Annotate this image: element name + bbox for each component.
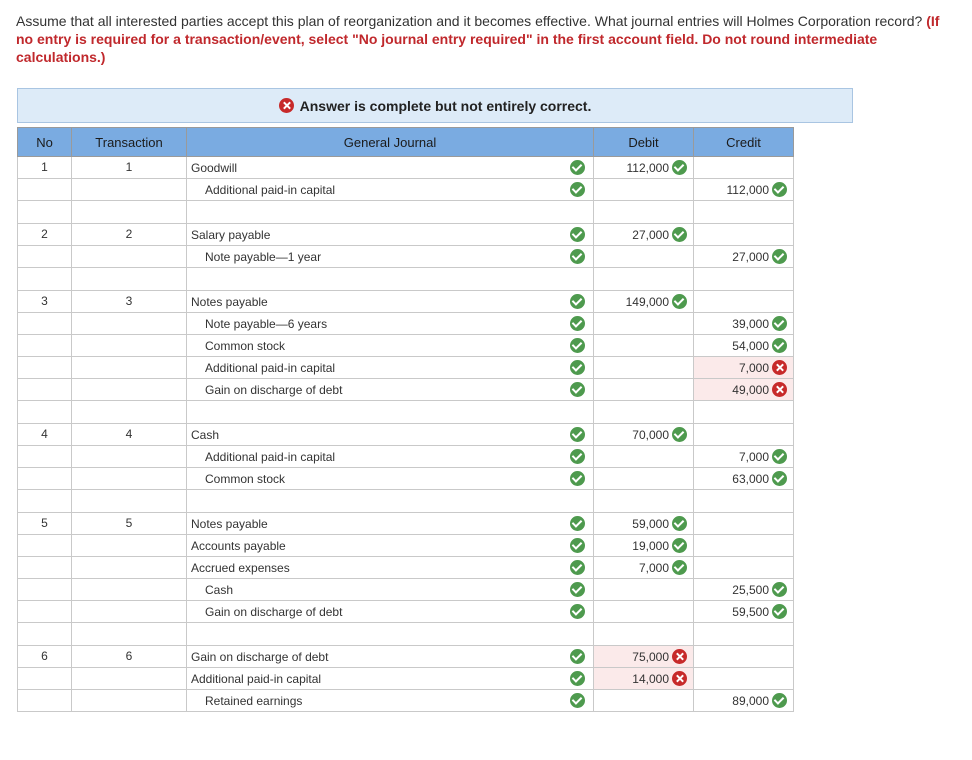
empty-cell <box>18 268 72 291</box>
debit-input[interactable] <box>594 424 694 446</box>
transaction-cell <box>72 335 187 357</box>
question-body: Assume that all interested parties accept this plan of reorganization and it becomes effective. What journal entries will Holmes Corporation record? <box>16 13 927 29</box>
credit-input[interactable] <box>694 224 794 246</box>
empty-cell <box>594 201 694 224</box>
debit-value: 19,000 <box>632 538 669 553</box>
check-circle-icon <box>570 671 585 686</box>
spacer-row <box>18 268 794 291</box>
transaction-cell: 1 <box>72 157 187 179</box>
entry-number-cell <box>18 446 72 468</box>
account-name: Gain on discharge of debt <box>205 382 343 397</box>
spacer-row <box>18 490 794 513</box>
account-name: Common stock <box>205 338 286 353</box>
debit-input[interactable] <box>594 468 694 490</box>
debit-input[interactable] <box>594 557 694 579</box>
check-circle-icon <box>672 227 687 242</box>
credit-input[interactable] <box>694 446 794 468</box>
debit-input[interactable] <box>594 335 694 357</box>
table-row <box>18 335 794 357</box>
account-name: Gain on discharge of debt <box>191 649 329 664</box>
credit-input[interactable] <box>694 646 794 668</box>
credit-input[interactable] <box>694 513 794 535</box>
credit-input[interactable] <box>694 313 794 335</box>
question-text <box>16 12 956 66</box>
account-select[interactable] <box>187 379 594 401</box>
credit-value: 27,000 <box>732 249 769 264</box>
account-name: Salary payable <box>191 227 271 242</box>
account-select[interactable] <box>187 446 594 468</box>
credit-value: 89,000 <box>732 693 769 708</box>
check-circle-icon <box>570 471 585 486</box>
credit-value: 49,000 <box>732 382 769 397</box>
account-name: Additional paid-in capital <box>191 671 322 686</box>
column-header-credit: Credit <box>694 128 794 157</box>
empty-cell <box>594 401 694 424</box>
entry-number-cell <box>18 357 72 379</box>
account-select[interactable] <box>187 357 594 379</box>
debit-input[interactable] <box>594 690 694 712</box>
credit-input[interactable] <box>694 246 794 268</box>
credit-input[interactable] <box>694 668 794 690</box>
account-name: Notes payable <box>191 294 268 309</box>
account-select[interactable] <box>187 513 594 535</box>
credit-input[interactable] <box>694 291 794 313</box>
debit-value: 14,000 <box>632 671 669 686</box>
credit-input[interactable] <box>694 690 794 712</box>
transaction-cell <box>72 690 187 712</box>
account-select[interactable] <box>187 224 594 246</box>
table-row <box>18 557 794 579</box>
empty-cell <box>694 268 794 291</box>
credit-value: 59,500 <box>732 604 769 619</box>
check-circle-icon <box>570 182 585 197</box>
debit-input[interactable] <box>594 668 694 690</box>
account-select[interactable] <box>187 690 594 712</box>
account-select[interactable] <box>187 535 594 557</box>
account-name: Common stock <box>205 471 286 486</box>
credit-input[interactable] <box>694 157 794 179</box>
check-circle-icon <box>570 249 585 264</box>
empty-cell <box>694 201 794 224</box>
debit-value: 7,000 <box>638 560 669 575</box>
empty-cell <box>187 623 594 646</box>
table-row <box>18 535 794 557</box>
debit-input[interactable] <box>594 179 694 201</box>
debit-value: 27,000 <box>632 227 669 242</box>
check-circle-icon <box>772 449 787 464</box>
entry-number-cell: 1 <box>18 157 72 179</box>
column-header-transaction: Transaction <box>72 128 187 157</box>
column-header-general-journal: General Journal <box>187 128 594 157</box>
credit-value: 39,000 <box>732 316 769 331</box>
table-row <box>18 690 794 712</box>
debit-input[interactable] <box>594 513 694 535</box>
empty-cell <box>594 623 694 646</box>
account-select[interactable] <box>187 646 594 668</box>
empty-cell <box>72 401 187 424</box>
check-circle-icon <box>570 538 585 553</box>
debit-input[interactable] <box>594 291 694 313</box>
empty-cell <box>187 401 594 424</box>
table-row <box>18 246 794 268</box>
account-select[interactable] <box>187 557 594 579</box>
debit-value: 149,000 <box>625 294 669 309</box>
credit-input[interactable] <box>694 468 794 490</box>
table-row <box>18 468 794 490</box>
x-circle-icon <box>279 98 294 113</box>
debit-input[interactable] <box>594 379 694 401</box>
entry-number-cell <box>18 690 72 712</box>
debit-value: 70,000 <box>632 427 669 442</box>
table-row <box>18 379 794 401</box>
table-row <box>18 579 794 601</box>
check-circle-icon <box>570 360 585 375</box>
table-row <box>18 157 794 179</box>
table-row <box>18 357 794 379</box>
banner-text: Answer is complete but not entirely correct. <box>299 97 592 114</box>
transaction-cell <box>72 468 187 490</box>
journal-table <box>17 127 794 712</box>
account-name: Retained earnings <box>205 693 303 708</box>
empty-cell <box>72 201 187 224</box>
account-name: Goodwill <box>191 160 238 175</box>
check-circle-icon <box>672 516 687 531</box>
check-circle-icon <box>570 382 585 397</box>
empty-cell <box>18 623 72 646</box>
account-select[interactable] <box>187 291 594 313</box>
check-circle-icon <box>672 538 687 553</box>
empty-cell <box>18 201 72 224</box>
table-row <box>18 291 794 313</box>
account-name: Additional paid-in capital <box>205 182 336 197</box>
check-circle-icon <box>772 582 787 597</box>
account-select[interactable] <box>187 424 594 446</box>
account-select[interactable] <box>187 313 594 335</box>
entry-number-cell <box>18 601 72 623</box>
check-circle-icon <box>772 604 787 619</box>
transaction-cell <box>72 535 187 557</box>
account-name: Accrued expenses <box>191 560 290 575</box>
column-header-no: No <box>18 128 72 157</box>
account-name: Gain on discharge of debt <box>205 604 343 619</box>
transaction-cell <box>72 313 187 335</box>
credit-value: 7,000 <box>738 360 769 375</box>
transaction-cell: 5 <box>72 513 187 535</box>
x-circle-icon <box>772 360 787 375</box>
debit-value: 59,000 <box>632 516 669 531</box>
empty-cell <box>72 268 187 291</box>
debit-input[interactable] <box>594 224 694 246</box>
debit-input[interactable] <box>594 646 694 668</box>
table-row <box>18 179 794 201</box>
debit-value: 112,000 <box>626 160 669 175</box>
debit-input[interactable] <box>594 246 694 268</box>
table-row <box>18 601 794 623</box>
table-row <box>18 224 794 246</box>
transaction-cell <box>72 446 187 468</box>
credit-input[interactable] <box>694 379 794 401</box>
entry-number-cell <box>18 579 72 601</box>
spacer-row <box>18 401 794 424</box>
check-circle-icon <box>570 427 585 442</box>
entry-number-cell: 4 <box>18 424 72 446</box>
entry-number-cell <box>18 313 72 335</box>
debit-input[interactable] <box>594 313 694 335</box>
journal-body <box>18 157 794 712</box>
account-name: Cash <box>205 582 234 597</box>
transaction-cell <box>72 557 187 579</box>
empty-cell <box>18 490 72 513</box>
account-select[interactable] <box>187 601 594 623</box>
table-row <box>18 313 794 335</box>
credit-value: 7,000 <box>738 449 769 464</box>
account-name: Note payable—1 year <box>205 249 322 264</box>
check-circle-icon <box>672 560 687 575</box>
account-select[interactable] <box>187 579 594 601</box>
table-row <box>18 513 794 535</box>
transaction-cell: 3 <box>72 291 187 313</box>
empty-cell <box>72 623 187 646</box>
empty-cell <box>594 268 694 291</box>
empty-cell <box>187 268 594 291</box>
transaction-cell: 6 <box>72 646 187 668</box>
account-select[interactable] <box>187 668 594 690</box>
check-circle-icon <box>570 316 585 331</box>
credit-input[interactable] <box>694 179 794 201</box>
spacer-row <box>18 623 794 646</box>
empty-cell <box>694 490 794 513</box>
credit-value: 54,000 <box>732 338 769 353</box>
entry-number-cell <box>18 535 72 557</box>
check-circle-icon <box>772 693 787 708</box>
answer-status-banner <box>17 88 853 123</box>
account-select[interactable] <box>187 157 594 179</box>
entry-number-cell <box>18 468 72 490</box>
check-circle-icon <box>570 693 585 708</box>
check-circle-icon <box>772 249 787 264</box>
check-circle-icon <box>570 604 585 619</box>
empty-cell <box>594 490 694 513</box>
table-row <box>18 424 794 446</box>
check-circle-icon <box>772 471 787 486</box>
credit-input[interactable] <box>694 557 794 579</box>
account-select[interactable] <box>187 179 594 201</box>
check-circle-icon <box>570 449 585 464</box>
transaction-cell <box>72 579 187 601</box>
entry-number-cell <box>18 246 72 268</box>
debit-input[interactable] <box>594 446 694 468</box>
check-circle-icon <box>570 338 585 353</box>
account-select[interactable] <box>187 335 594 357</box>
debit-input[interactable] <box>594 601 694 623</box>
account-name: Notes payable <box>191 516 268 531</box>
credit-input[interactable] <box>694 579 794 601</box>
entry-number-cell: 6 <box>18 646 72 668</box>
transaction-cell: 4 <box>72 424 187 446</box>
account-name: Additional paid-in capital <box>205 360 336 375</box>
check-circle-icon <box>672 294 687 309</box>
check-circle-icon <box>772 316 787 331</box>
debit-input[interactable] <box>594 535 694 557</box>
account-name: Cash <box>191 427 220 442</box>
transaction-cell: 2 <box>72 224 187 246</box>
check-circle-icon <box>570 560 585 575</box>
credit-value: 112,000 <box>726 182 769 197</box>
check-circle-icon <box>672 427 687 442</box>
debit-input[interactable] <box>594 157 694 179</box>
credit-input[interactable] <box>694 601 794 623</box>
entry-number-cell <box>18 335 72 357</box>
x-circle-icon <box>672 649 687 664</box>
credit-value: 25,500 <box>732 582 769 597</box>
credit-input[interactable] <box>694 357 794 379</box>
account-name: Note payable—6 years <box>205 316 328 331</box>
transaction-cell <box>72 357 187 379</box>
check-circle-icon <box>570 160 585 175</box>
transaction-cell <box>72 179 187 201</box>
spacer-row <box>18 201 794 224</box>
empty-cell <box>187 201 594 224</box>
transaction-cell <box>72 246 187 268</box>
transaction-cell <box>72 601 187 623</box>
account-name: Additional paid-in capital <box>205 449 336 464</box>
account-select[interactable] <box>187 246 594 268</box>
check-circle-icon <box>570 227 585 242</box>
empty-cell <box>694 623 794 646</box>
check-circle-icon <box>772 338 787 353</box>
entry-number-cell: 2 <box>18 224 72 246</box>
x-circle-icon <box>772 382 787 397</box>
entry-number-cell <box>18 557 72 579</box>
credit-input[interactable] <box>694 335 794 357</box>
credit-input[interactable] <box>694 424 794 446</box>
check-circle-icon <box>570 649 585 664</box>
entry-number-cell: 5 <box>18 513 72 535</box>
empty-cell <box>72 490 187 513</box>
account-name: Accounts payable <box>191 538 286 553</box>
entry-number-cell: 3 <box>18 291 72 313</box>
table-row <box>18 646 794 668</box>
question-hint: (If no entry is required for a transaction/event, select "No journal entry required" in the first account field. Do not round intermediate calculations.) <box>16 13 940 65</box>
debit-value: 75,000 <box>632 649 669 664</box>
table-row <box>18 446 794 468</box>
credit-input[interactable] <box>694 535 794 557</box>
empty-cell <box>694 401 794 424</box>
entry-number-cell <box>18 179 72 201</box>
column-header-debit: Debit <box>594 128 694 157</box>
debit-input[interactable] <box>594 357 694 379</box>
table-row <box>18 668 794 690</box>
check-circle-icon <box>570 516 585 531</box>
credit-value: 63,000 <box>732 471 769 486</box>
table-header-row <box>18 128 794 157</box>
x-circle-icon <box>672 671 687 686</box>
empty-cell <box>187 490 594 513</box>
debit-input[interactable] <box>594 579 694 601</box>
entry-number-cell <box>18 668 72 690</box>
transaction-cell <box>72 668 187 690</box>
check-circle-icon <box>570 582 585 597</box>
check-circle-icon <box>772 182 787 197</box>
transaction-cell <box>72 379 187 401</box>
check-circle-icon <box>570 294 585 309</box>
account-select[interactable] <box>187 468 594 490</box>
empty-cell <box>18 401 72 424</box>
check-circle-icon <box>672 160 687 175</box>
entry-number-cell <box>18 379 72 401</box>
